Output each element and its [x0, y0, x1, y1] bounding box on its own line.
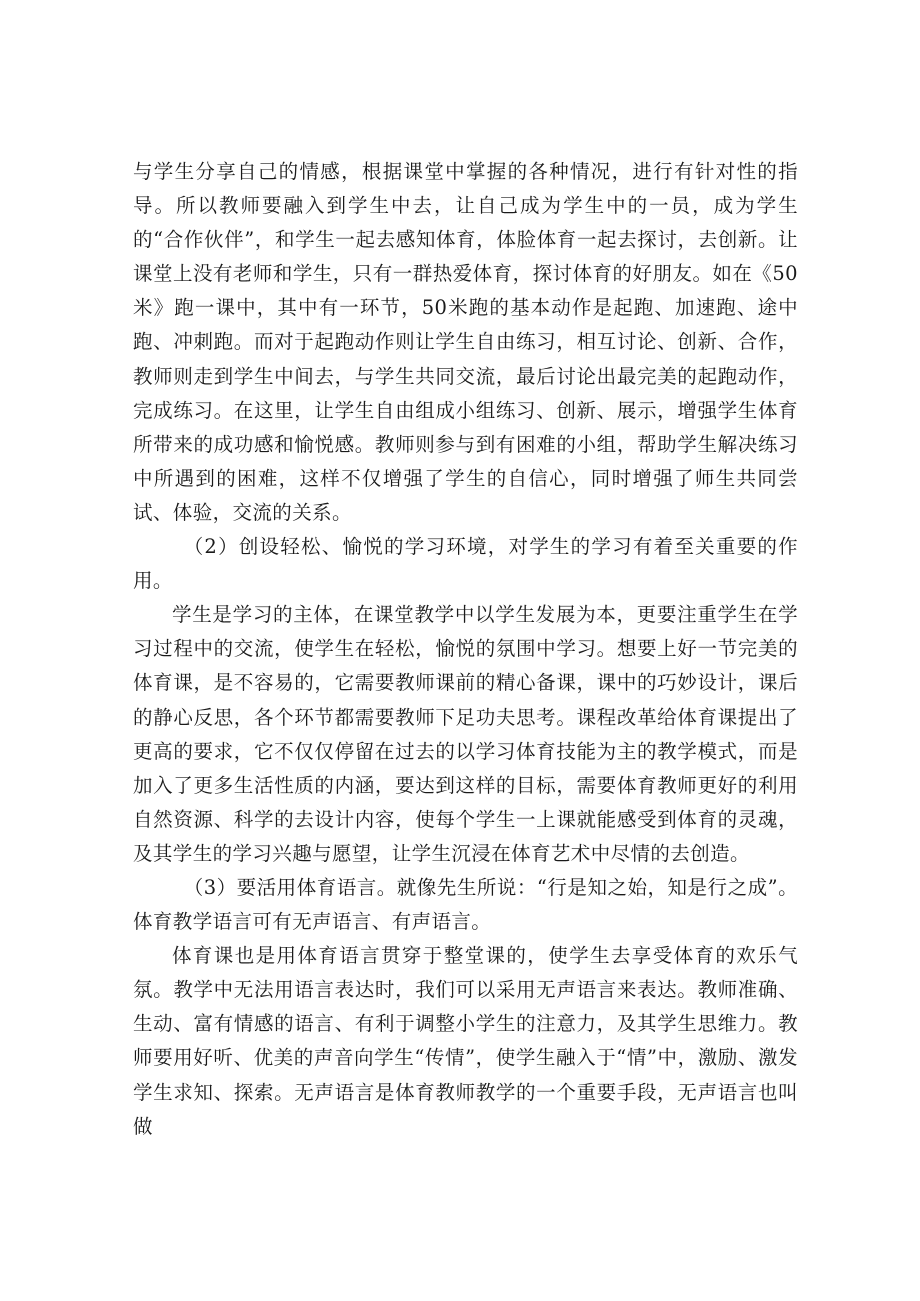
paragraph-learning-environment: 学生是学习的主体，在课堂教学中以学生发展为本，更要注重学生在学习过程中的交流，使学生在轻松，愉悦的氛围中学习。想要上好一节完美的体育课，是不容易的，它需要教师课前的精心备课，课中的巧妙设计，课后的静心反思，各个环节都需要教师下足功夫思考。课程改革给体育课提出了更高的要求，它不仅仅停留在过去的以学习体育技能为主的教学模式，而是加入了更多生活性质的内涵，要达到这样的目标，需要体育教师更好的利用自然资源、科学的去设计内容，使每个学生一上课就能感受到体育的灵魂，及其学生的学习兴趣与愿望，让学生沉浸在体育艺术中尽情的去创造。	[133, 603, 798, 865]
paragraph-pe-language: 体育课也是用体育语言贯穿于整堂课的，使学生去享受体育的欢乐气氛。教学中无法用语言表达时，我们可以采用无声语言来表达。教师准确、生动、富有情感的语言、有利于调整小学生的注意力，及其学生思维力。教师要用好听、优美的声音向学生“传情”，使学生融入于“情”中，激励、激发学生求知、探索。无声语言是体育教师教学的一个重要手段，无声语言也叫做	[133, 944, 798, 1138]
paragraph-continuation: 与学生分享自己的情感，根据课堂中掌握的各种情况，进行有针对性的指导。所以教师要融入到学生中去，让自己成为学生中的一员，成为学生的“合作伙伴”，和学生一起去感知体育，体脸体育一起去探讨，去创新。让课堂上没有老师和学生，只有一群热爱体育，探讨体育的好朋友。如在《50米》跑一课中，其中有一环节，50米跑的基本动作是起跑、加速跑、途中跑、冲刺跑。而对于起跑动作则让学生自由练习，相互讨论、创新、合作，教师则走到学生中间去，与学生共同交流，最后讨论出最完美的起跑动作，完成练习。在这里，让学生自由组成小组练习、创新、展示，增强学生体育所带来的成功感和愉悦感。教师则参与到有困难的小组，帮助学生解决练习中所遇到的困难，这样不仅增强了学生的自信心，同时增强了师生共同尝试、体验，交流的关系。	[133, 160, 798, 524]
section-heading-3: （3）要活用体育语言。就像先生所说：“行是知之始，知是行之成”。体育教学语言可有无声语言、有声语言。	[133, 875, 798, 934]
section-heading-2: （2）创设轻松、愉悦的学习环境，对学生的学习有着至关重要的作用。	[133, 535, 798, 593]
document-body	[133, 155, 798, 1144]
